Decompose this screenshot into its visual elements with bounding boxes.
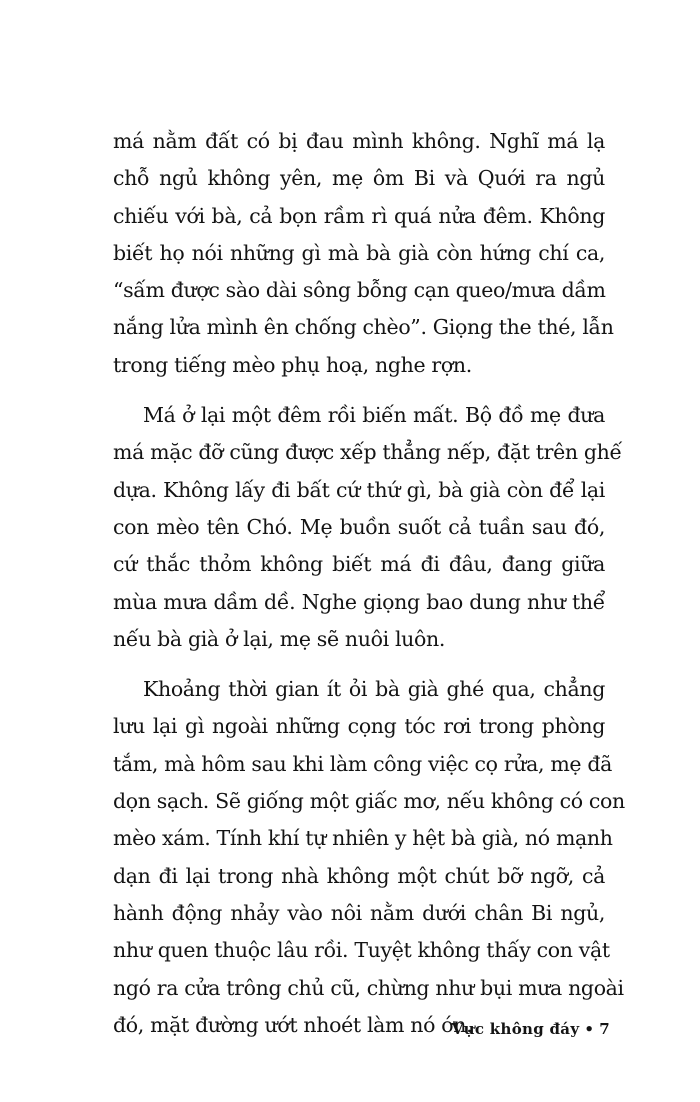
bullet-separator: • — [584, 1020, 595, 1038]
paragraph-3 — [113, 671, 625, 1044]
text-line: má mặc đỡ cũng được xếp thẳng nếp, đặt trên ghế — [113, 440, 622, 465]
text-line: mùa mưa dầm dề. Nghe giọng bao dung như thể — [113, 589, 605, 614]
text-line: như quen thuộc lâu rồi. Tuyệt không thấy con vật — [113, 938, 610, 963]
text-line: con mèo tên Chó. Mẹ buồn suốt cả tuần sau đó, — [113, 514, 605, 539]
text-line: hành động nhảy vào nôi nằm dưới chân Bi ngủ, — [113, 900, 605, 925]
text-line: đó, mặt đường ướt nhoét làm nó ớn. — [113, 1012, 473, 1037]
text-line: biết họ nói những gì mà bà già còn hứng chí ca, — [113, 240, 605, 265]
paragraph-1 — [113, 123, 614, 384]
text-line: nếu bà già ở lại, mẹ sẽ nuôi luôn. — [113, 626, 446, 651]
paragraph-2 — [113, 397, 622, 658]
text-line: Má ở lại một đêm rồi biến mất. Bộ đồ mẹ đưa — [143, 403, 605, 428]
text-line: cứ thắc thỏm không biết má đi đâu, đang giữa — [113, 552, 605, 577]
text-line: tắm, mà hôm sau khi làm công việc cọ rửa, mẹ đã — [113, 751, 613, 776]
text-line: mèo xám. Tính khí tự nhiên y hệt bà già, nó mạnh — [113, 826, 613, 851]
text-line: “sấm được sào dài sông bỗng cạn queo/mưa dầm — [113, 278, 606, 303]
page-number: 7 — [599, 1020, 610, 1038]
text-line: nắng lửa mình ên chống chèo”. Giọng the thé, lẫn — [113, 315, 614, 340]
text-line: dựa. Không lấy đi bất cứ thứ gì, bà già còn để lại — [113, 477, 605, 502]
body-text — [113, 123, 625, 1057]
running-footer — [420, 1020, 610, 1038]
text-line: ngó ra cửa trông chủ cũ, chừng như bụi mưa ngoài — [113, 975, 624, 1000]
text-line: chiếu với bà, cả bọn rầm rì quá nửa đêm. Không — [113, 203, 605, 228]
text-line: trong tiếng mèo phụ hoạ, nghe rợn. — [113, 352, 472, 377]
text-line: dạn đi lại trong nhà không một chút bỡ ngỡ, cả — [113, 863, 605, 888]
text-line: chỗ ngủ không yên, mẹ ôm Bi và Quới ra ngủ — [113, 166, 605, 191]
text-line: má nằm đất có bị đau mình không. Nghĩ má lạ — [113, 129, 605, 153]
text-line: lưu lại gì ngoài những cọng tóc rơi trong phòng — [113, 714, 605, 739]
text-line: dọn sạch. Sẽ giống một giấc mơ, nếu không có con — [113, 789, 625, 814]
text-line: Khoảng thời gian ít ỏi bà già ghé qua, chẳng — [143, 677, 605, 702]
book-title: Vực không đáy — [451, 1020, 580, 1038]
